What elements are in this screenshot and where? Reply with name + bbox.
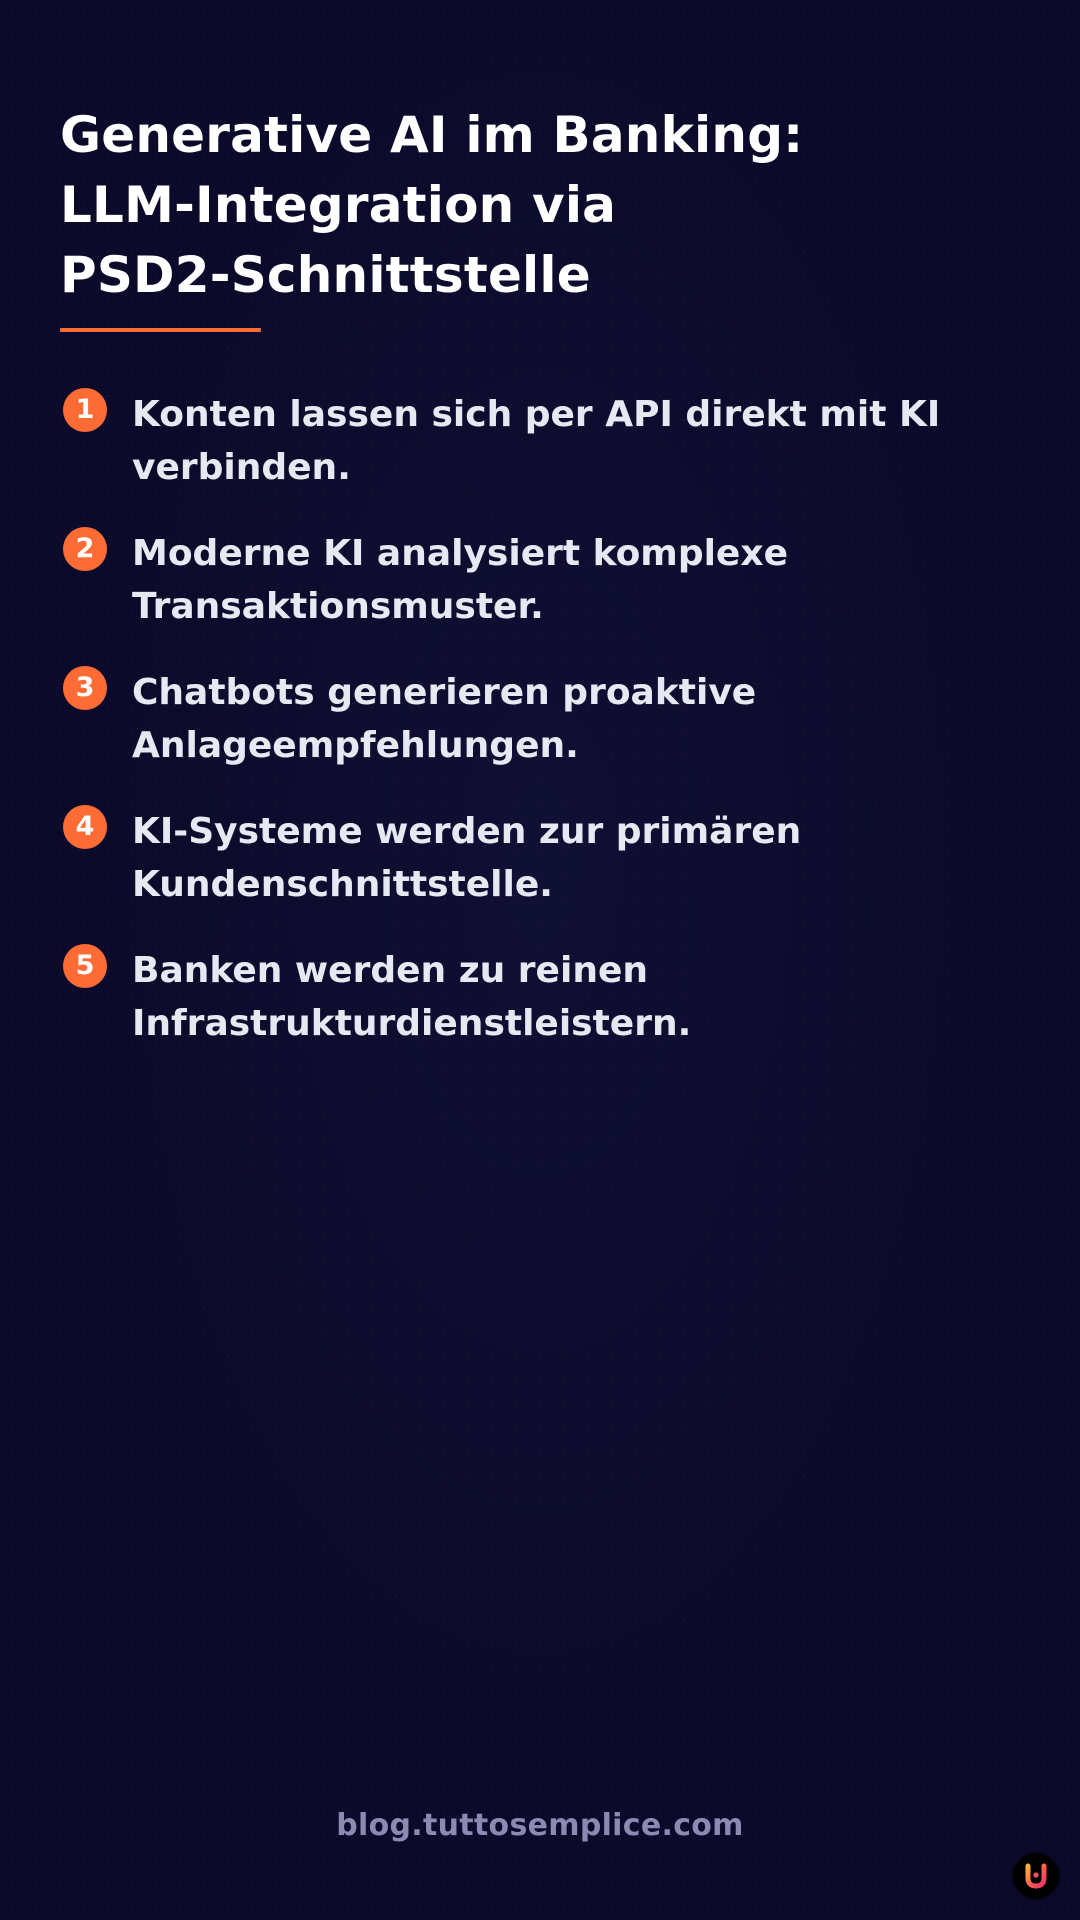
list-item [60, 666, 1020, 807]
list-item-text: Konten lassen sich per API direkt mit KI verbinden. [132, 394, 941, 488]
list-item-text: Moderne KI analysiert komplexe Transaktionsmuster. [132, 533, 788, 627]
number-badge: 1 [63, 388, 107, 432]
number-badge: 2 [63, 527, 107, 571]
page-title [60, 100, 960, 310]
number-badge: 4 [63, 805, 107, 849]
logo-mark [1013, 1853, 1059, 1899]
list-item-text: Chatbots generieren proaktive Anlageempfehlungen. [132, 672, 757, 766]
list-item-text: Banken werden zu reinen Infrastrukturdienstleistern. [132, 950, 692, 1044]
list-item [60, 944, 1020, 1085]
title-line-3: PSD2-Schnittstelle [60, 246, 591, 304]
tuttosemplice-logo-icon [1013, 1853, 1059, 1899]
list-item [60, 805, 1020, 946]
title-underline [60, 328, 261, 332]
title-line-1: Generative AI im Banking: [60, 106, 804, 164]
list-item-text: KI-Systeme werden zur primären Kundenschnittstelle. [132, 811, 802, 905]
list-item [60, 388, 1020, 529]
footer-url: blog.tuttosemplice.com [336, 1808, 744, 1843]
number-badge: 3 [63, 666, 107, 710]
title-line-2: LLM-Integration via [60, 176, 617, 234]
list-item [60, 527, 1020, 668]
number-badge: 5 [63, 944, 107, 988]
key-points-list [60, 390, 1020, 1085]
